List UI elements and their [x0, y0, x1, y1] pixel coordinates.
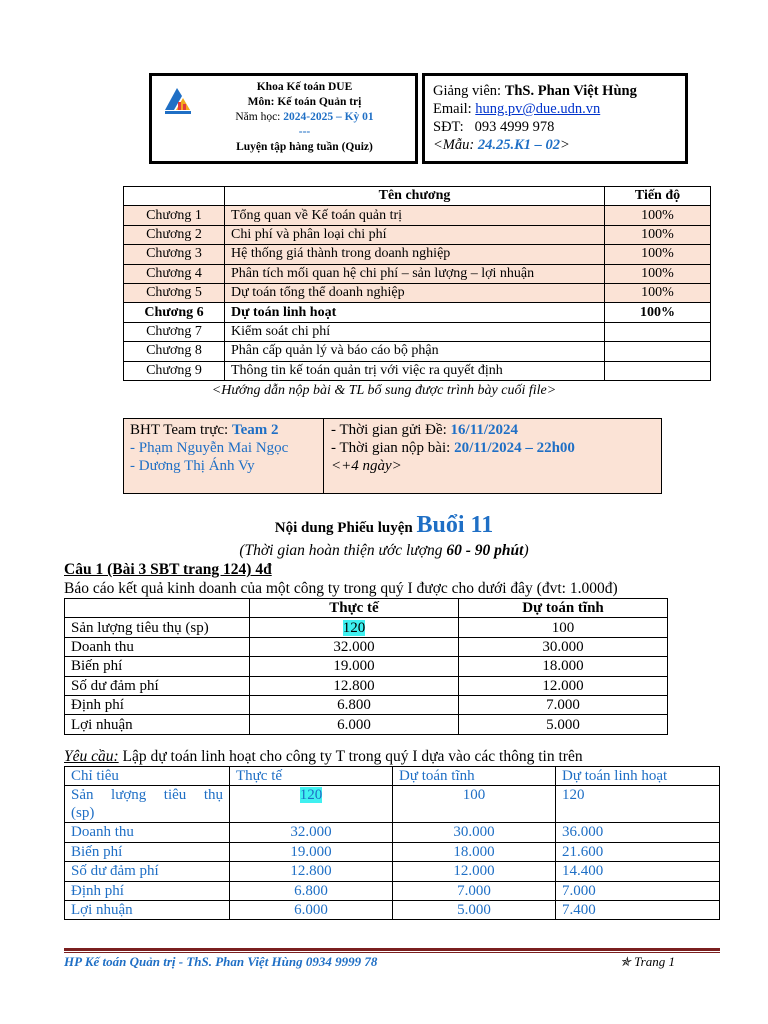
chapter-number: Chương 4 — [124, 264, 225, 283]
row-label-line2: (sp) — [71, 805, 95, 822]
cell-value: 120 — [556, 786, 720, 823]
email-link[interactable]: hung.pv@due.udn.vn — [475, 101, 601, 117]
cell-value: 6.000 — [250, 715, 459, 734]
star-icon: ✯ — [620, 954, 631, 969]
table-row — [65, 786, 720, 823]
table-row — [65, 842, 720, 861]
chapter-progress: 100% — [605, 245, 711, 264]
requirement-text: Lập dự toán linh hoạt cho công ty T trong quý I dựa vào các thông tin trên — [122, 748, 583, 765]
cell-value: 14.400 — [556, 862, 720, 881]
chapter-name: Dự toán linh hoạt — [225, 303, 605, 322]
cell-value: 7.000 — [556, 881, 720, 900]
cell-value: 6.800 — [230, 881, 393, 900]
table-row — [124, 342, 711, 361]
phone-number: 093 4999 978 — [474, 119, 555, 135]
footer-divider — [64, 948, 720, 951]
table-row — [65, 657, 668, 676]
highlighted-value: 120 — [299, 787, 323, 804]
sample-code: 24.25.K1 – 02 — [477, 137, 560, 153]
team-member-1: - Phạm Nguyễn Mai Ngọc — [130, 440, 289, 456]
cell-value: 5.000 — [459, 715, 668, 734]
cell-value: 21.600 — [556, 842, 720, 861]
flex-header-actual: Thực tế — [230, 767, 393, 786]
chapter-name: Hệ thống giá thành trong doanh nghiệp — [225, 245, 605, 264]
submit-label: - Thời gian nộp bài: — [331, 440, 451, 456]
cell-value: 19.000 — [250, 657, 459, 676]
chapter-name: Chi phí và phân loại chi phí — [225, 225, 605, 244]
row-label: Lợi nhuận — [65, 715, 250, 734]
chapter-progress — [605, 342, 711, 361]
table-row — [65, 715, 668, 734]
table-row — [65, 881, 720, 900]
highlighted-value: 120 — [342, 619, 366, 636]
question-heading: Câu 1 (Bài 3 SBT trang 124) 4đ — [64, 561, 272, 578]
table-row — [65, 862, 720, 881]
cell-value: 100 — [459, 618, 668, 637]
title-prefix: Nội dung Phiếu luyện — [274, 520, 413, 536]
year-value: 2024-2025 – Kỳ 01 — [283, 111, 374, 123]
table-row — [124, 264, 711, 283]
flex-header-flexible: Dự toán linh hoạt — [556, 767, 720, 786]
question-intro: Báo cáo kết quả kinh doanh của một công ty trong quý I được cho dưới đây (đvt: 1.000đ) — [64, 580, 618, 597]
chapter-number: Chương 8 — [124, 342, 225, 361]
chapters-header-progress: Tiến độ — [605, 187, 711, 206]
faculty-name: Khoa Kế toán DUE — [256, 81, 353, 93]
chapters-table — [123, 186, 711, 381]
cell-value: 12.000 — [459, 676, 668, 695]
table-row — [124, 206, 711, 225]
table-row — [124, 322, 711, 341]
income-table — [64, 598, 668, 735]
income-header-blank — [65, 599, 250, 618]
flex-header-static: Dự toán tĩnh — [393, 767, 556, 786]
chapter-progress: 100% — [605, 225, 711, 244]
send-date: 16/11/2024 — [450, 422, 519, 438]
cell-value: 36.000 — [556, 823, 720, 842]
subtitle-time: 60 - 90 phút — [446, 542, 524, 559]
chapter-name: Dự toán tổng thể doanh nghiệp — [225, 283, 605, 302]
chapter-progress: 100% — [605, 283, 711, 302]
row-label: Định phí — [65, 881, 230, 900]
team-label: BHT Team trực: — [130, 422, 229, 438]
cell-value: 7.000 — [459, 695, 668, 714]
submission-note: <Hướng dẫn nộp bài & TL bổ sung được trình bày cuối file> — [211, 383, 557, 398]
cell-value: 30.000 — [459, 637, 668, 656]
cell-value: 30.000 — [393, 823, 556, 842]
cell-value: 32.000 — [250, 637, 459, 656]
page-number — [620, 954, 675, 970]
chapter-progress: 100% — [605, 303, 711, 322]
chapter-name: Phân tích mối quan hệ chi phí – sản lượng – lợi nhuận — [225, 264, 605, 283]
requirement — [64, 748, 583, 766]
table-row — [65, 695, 668, 714]
row-label — [65, 786, 230, 823]
cell-value: 12.000 — [393, 862, 556, 881]
table-row — [65, 637, 668, 656]
sample-open: <Mẫu: — [433, 137, 475, 153]
subtitle-suffix: ) — [523, 542, 529, 559]
quiz-label: Luyện tập hàng tuần (Quiz) — [236, 141, 373, 153]
cell-value: 18.000 — [459, 657, 668, 676]
phone-label: SĐT: — [433, 119, 464, 135]
row-label: Biến phí — [65, 657, 250, 676]
table-row — [65, 676, 668, 695]
row-label: Doanh thu — [65, 823, 230, 842]
team-name: Team 2 — [231, 422, 279, 438]
requirement-label: Yêu cầu: — [64, 748, 119, 765]
team-member-2: - Dương Thị Ánh Vy — [130, 458, 255, 474]
chapter-progress: 100% — [605, 206, 711, 225]
subject-name: Môn: Kế toán Quản trị — [247, 96, 362, 108]
row-label: Sản lượng tiêu thụ (sp) — [65, 618, 250, 637]
chapter-number: Chương 1 — [124, 206, 225, 225]
chapter-name: Kiểm soát chi phí — [225, 322, 605, 341]
table-row — [65, 823, 720, 842]
table-row — [124, 361, 711, 380]
flexible-budget-table — [64, 766, 720, 920]
send-label: - Thời gian gửi Đề: — [331, 422, 447, 438]
cell-value: 18.000 — [393, 842, 556, 861]
table-row-current — [124, 303, 711, 322]
chapter-number: Chương 9 — [124, 361, 225, 380]
table-row — [124, 225, 711, 244]
page-title — [0, 512, 768, 539]
due-logo-icon — [162, 84, 196, 118]
row-label: Biến phí — [65, 842, 230, 861]
chapter-number: Chương 2 — [124, 225, 225, 244]
cell-value: 12.800 — [230, 862, 393, 881]
cell-value: 6.000 — [230, 900, 393, 919]
chapters-header-blank — [124, 187, 225, 206]
chapter-number: Chương 7 — [124, 322, 225, 341]
chapter-progress: 100% — [605, 264, 711, 283]
bht-team-box — [123, 418, 662, 494]
row-label: Định phí — [65, 695, 250, 714]
sample-close: > — [560, 137, 570, 153]
cell-value: 19.000 — [230, 842, 393, 861]
page-subtitle — [0, 542, 768, 560]
row-label: Số dư đảm phí — [65, 676, 250, 695]
row-label: Doanh thu — [65, 637, 250, 656]
cell-value: 32.000 — [230, 823, 393, 842]
footer-text: HP Kế toán Quản trị - ThS. Phan Việt Hùng 0934 9999 78 — [64, 954, 378, 969]
title-session: Buổi 11 — [416, 512, 494, 538]
table-row — [124, 283, 711, 302]
header-faculty-box — [149, 73, 418, 164]
cell-value: 100 — [393, 786, 556, 823]
cell-value: 6.800 — [250, 695, 459, 714]
submit-date: 20/11/2024 – 22h00 — [454, 440, 575, 456]
income-header-actual: Thực tế — [250, 599, 459, 618]
chapter-name: Phân cấp quản lý và báo cáo bộ phận — [225, 342, 605, 361]
row-label-line1: Sản lượng tiêu thụ — [71, 787, 223, 804]
lecturer-label: Giảng viên: — [433, 83, 502, 99]
chapter-number: Chương 3 — [124, 245, 225, 264]
separator: --- — [298, 126, 311, 138]
cell-value: 5.000 — [393, 900, 556, 919]
table-row — [124, 245, 711, 264]
row-label: Số dư đảm phí — [65, 862, 230, 881]
duration: <+4 ngày> — [331, 458, 402, 474]
subtitle-prefix: (Thời gian hoàn thiện ước lượng — [239, 542, 443, 559]
cell-value: 12.800 — [250, 676, 459, 695]
chapter-number: Chương 5 — [124, 283, 225, 302]
year-label: Năm học: — [235, 111, 281, 123]
chapter-progress — [605, 361, 711, 380]
chapter-number: Chương 6 — [124, 303, 225, 322]
flex-header-item: Chỉ tiêu — [65, 767, 230, 786]
header-lecturer-box — [422, 73, 688, 164]
email-label: Email: — [433, 101, 472, 117]
chapter-progress — [605, 322, 711, 341]
page-label: Trang 1 — [634, 954, 675, 969]
chapter-name: Tổng quan về Kế toán quản trị — [225, 206, 605, 225]
chapters-header-name: Tên chương — [225, 187, 605, 206]
lecturer-name: ThS. Phan Việt Hùng — [504, 83, 637, 99]
cell-value: 7.000 — [393, 881, 556, 900]
income-header-static: Dự toán tĩnh — [459, 599, 668, 618]
table-row — [65, 618, 668, 637]
chapter-name: Thông tin kế toán quản trị với việc ra quyết định — [225, 361, 605, 380]
footer-divider-thin — [64, 952, 720, 953]
table-row — [65, 900, 720, 919]
row-label: Lợi nhuận — [65, 900, 230, 919]
cell-value: 7.400 — [556, 900, 720, 919]
